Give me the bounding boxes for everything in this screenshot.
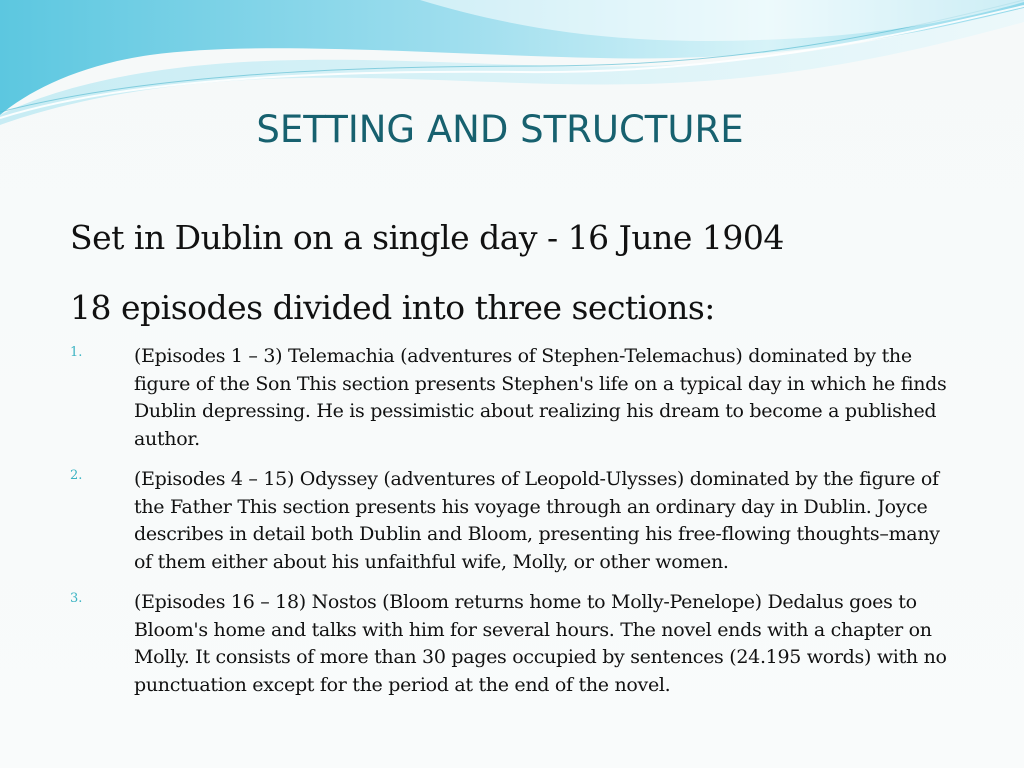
slide-body (70, 215, 950, 712)
lead-line-setting: Set in Dublin on a single day - 16 June 1904 (70, 218, 784, 257)
list-item-text: (Episodes 4 – 15) Odyssey (adventures of Leopold-Ulysses) dominated by the figure of the Father This section presents his voyage through an ordinary day in Dublin. Joyce describes in detail both Dublin and Bloom, presenting his free-flowing thoughts–many of them either about his unfaithful wife, Molly, or other women. (134, 468, 940, 573)
list-item (70, 343, 950, 453)
list-item-text: (Episodes 16 – 18) Nostos (Bloom returns home to Molly-Penelope) Dedalus goes to Bloom's home and talks with him for several hours. The novel ends with a chapter on Molly. It consists of more than 30 pages occupied by sentences (24.195 words) with no punctuation except for the period at the end of the novel. (134, 591, 947, 696)
list-item (70, 589, 950, 699)
list-item (70, 466, 950, 576)
sections-list (70, 343, 950, 699)
lead-line-episodes: 18 episodes divided into three sections: (70, 288, 715, 327)
list-item-text: (Episodes 1 – 3) Telemachia (adventures of Stephen-Telemachus) dominated by the figure of the Son This section presents Stephen's life on a typical day in which he finds Dublin depressing. He is pessimistic about realizing his dream to become a published author. (134, 345, 947, 450)
list-item-number: 3. (70, 591, 83, 606)
list-item-number: 1. (70, 345, 83, 360)
slide-title: SETTING AND STRUCTURE (256, 108, 744, 151)
list-item-number: 2. (70, 468, 83, 483)
